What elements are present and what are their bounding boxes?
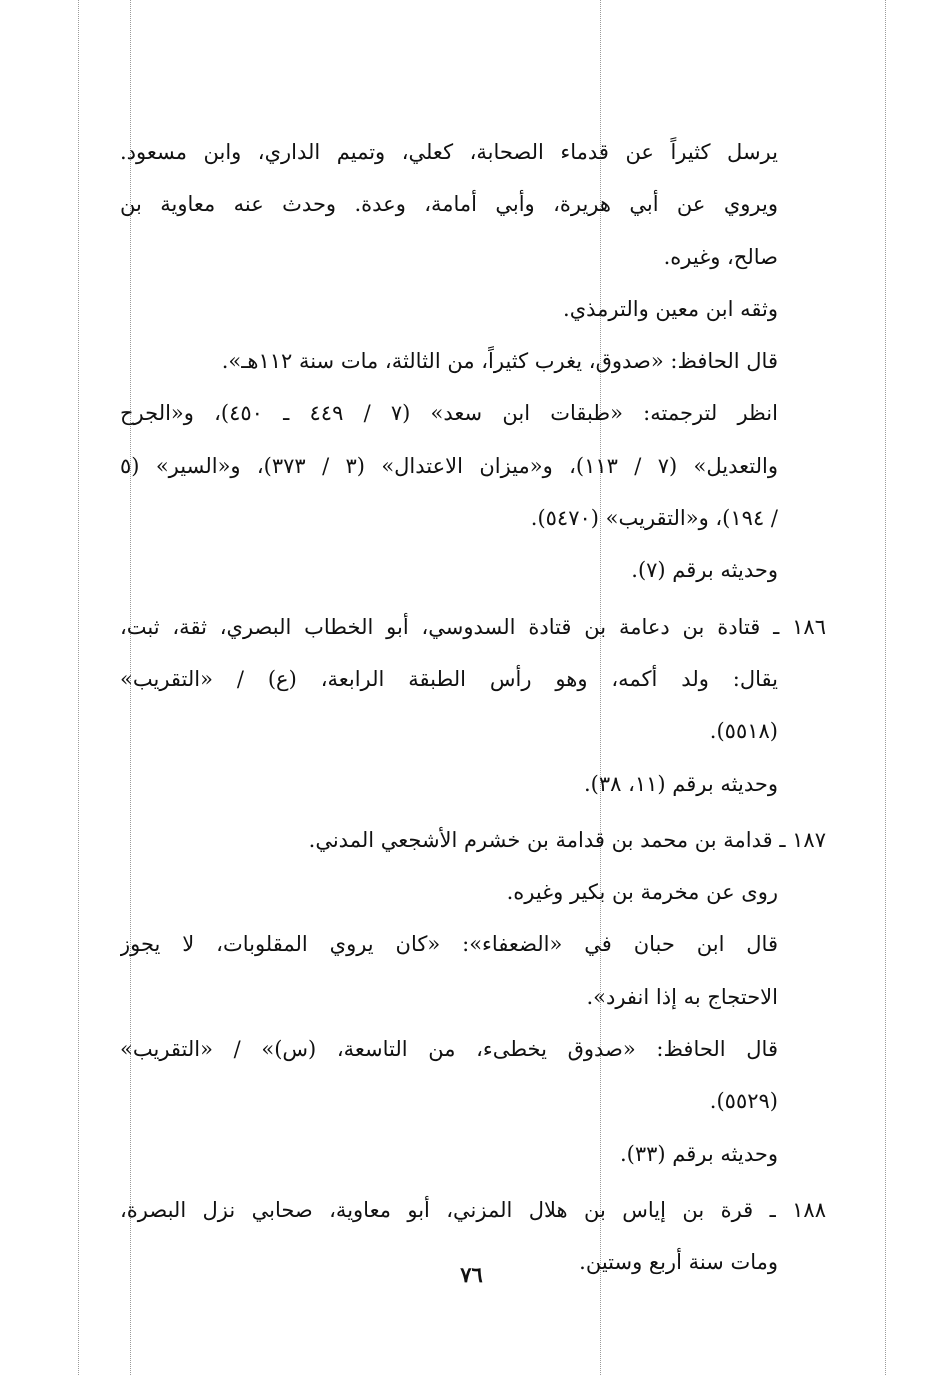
text-line: (٥٥١٨).: [709, 719, 778, 744]
text-line: يقال: ولد أكمه، وهو رأس الطبقة الرابعة، (ع) / «التقريب»: [120, 666, 778, 691]
scan-dotted-line: [78, 0, 79, 1375]
text-line: قال ابن حبان في «الضعفاء»: «كان يروي المقلوبات، لا يجوز: [120, 932, 778, 957]
text-line: قال الحافظ: «صدوق يخطىء، من التاسعة، (س)» / «التقريب»: [120, 1037, 778, 1062]
text-line: ويروي عن أبي هريرة، وأبي أمامة، وعدة. وحدث عنه معاوية بن: [120, 192, 778, 217]
text-line: روى عن مخرمة بن بكير وغيره.: [506, 880, 778, 905]
scan-dotted-line: [885, 0, 886, 1375]
entry-heading-186: ١٨٦ ـ قتادة بن دعامة بن قتادة السدوسي، أبو الخطاب البصري، ثقة، ثبت،: [120, 614, 826, 639]
page-number: ٧٦: [460, 1262, 483, 1287]
text-line: يرسل كثيراً عن قدماء الصحابة، كعلي، وتميم الداري، وابن مسعود.: [120, 140, 778, 164]
text-line: صالح، وغيره.: [663, 244, 778, 269]
text-line: انظر لترجمته: «طبقات ابن سعد» (٧ / ٤٤٩ ـ ٤٥٠)، و«الجرح: [120, 401, 778, 426]
entry-heading-187: ١٨٧ ـ قدامة بن محمد بن قدامة بن خشرم الأشجعي المدني.: [308, 827, 826, 852]
text-line: والتعديل» (٧ / ١١٣)، و«ميزان الاعتدال» (٣ / ٣٧٣)، و«السير» (٥: [120, 453, 778, 478]
text-line: قال الحافظ: «صدوق، يغرب كثيراً، من الثالثة، مات سنة ١١٢هـ».: [221, 349, 778, 374]
text-line: وحديثه برقم (٣٣).: [619, 1141, 778, 1166]
text-line: وحديثه برقم (٧).: [631, 558, 778, 583]
text-line: / ١٩٤)، و«التقريب» (٥٤٧٠).: [530, 506, 778, 531]
text-line: وثقه ابن معين والترمذي.: [563, 296, 778, 321]
text-line: وحديثه برقم (١١، ٣٨).: [583, 771, 778, 796]
text-line: ومات سنة أربع وستين.: [579, 1250, 778, 1275]
page-body-text: [120, 126, 826, 1289]
entry-heading-188: ١٨٨ ـ قرة بن إياس بن هلال المزني، أبو معاوية، صحابي نزل البصرة،: [120, 1197, 826, 1222]
text-line: الاحتجاج به إذا انفرد».: [586, 984, 778, 1009]
text-line: (٥٥٢٩).: [709, 1089, 778, 1114]
